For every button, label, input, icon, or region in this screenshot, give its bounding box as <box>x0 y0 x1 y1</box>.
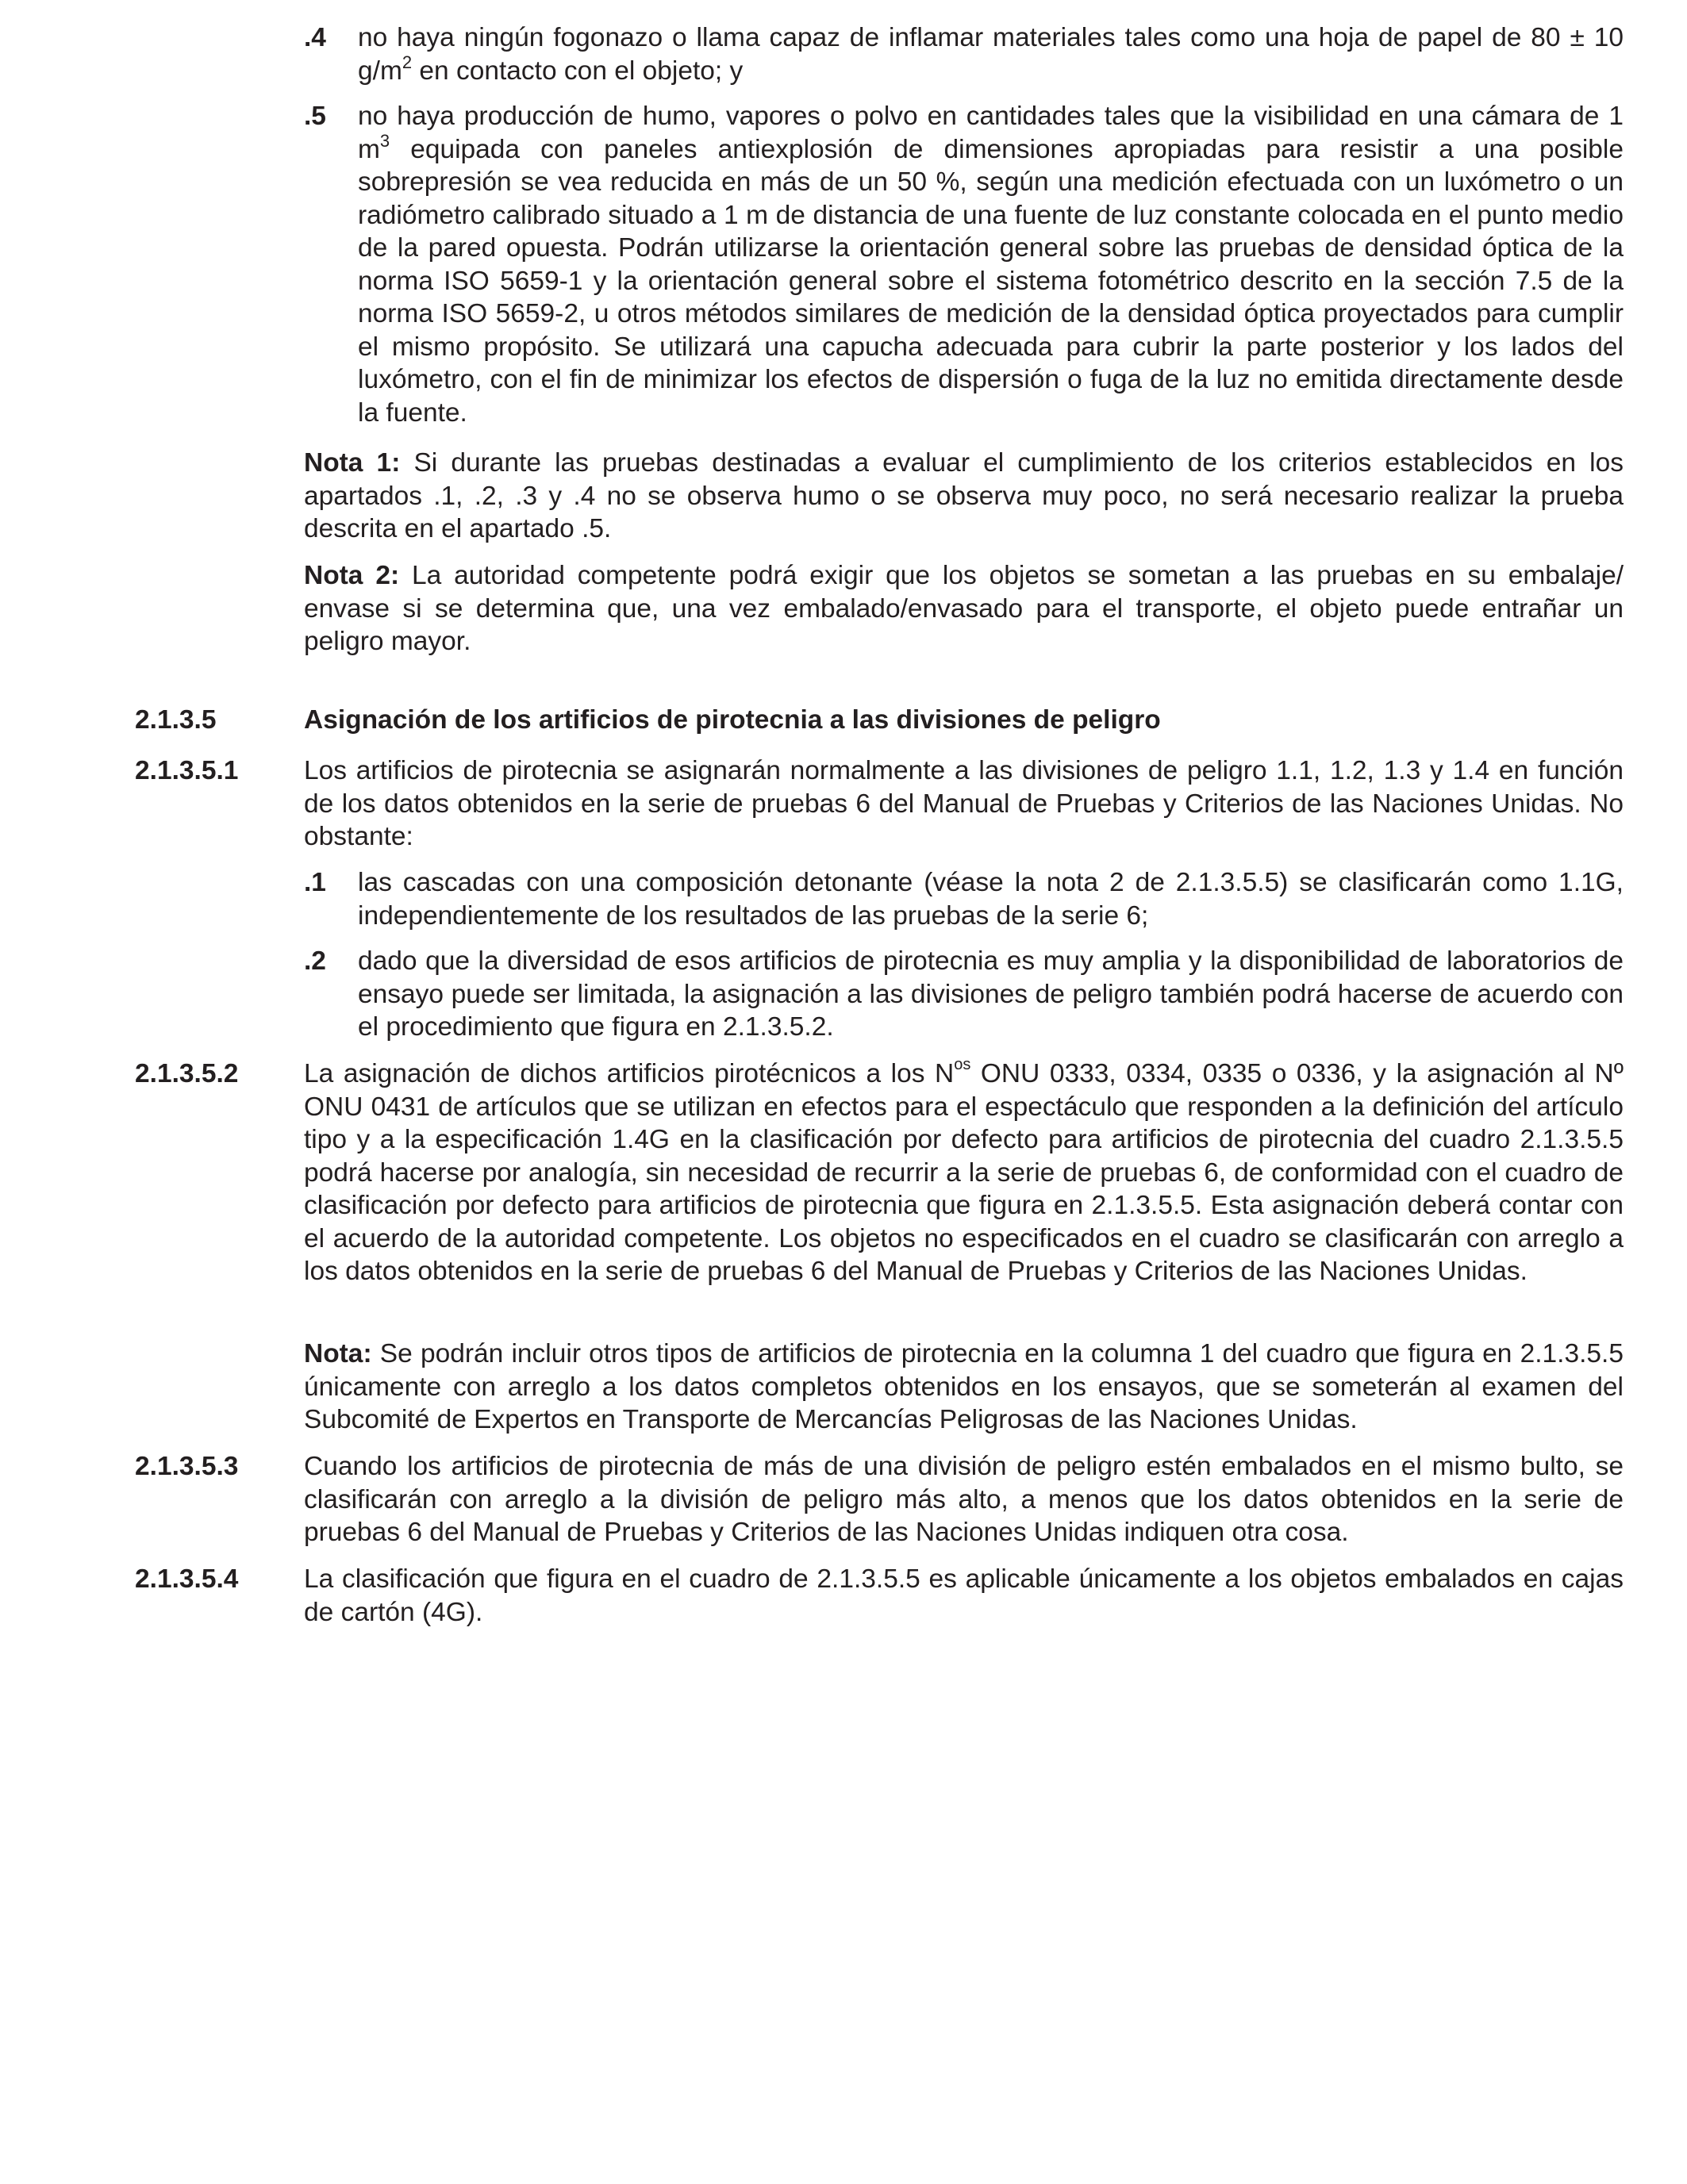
paragraph-text-4: La clasificación que figura en el cuadro de 2.1.3.5.5 es aplicable únicamente a los objetos embalados en cajas de cartón (4G). <box>304 1564 1624 1627</box>
note-1-text: Si durante las pruebas destinadas a evaluar el cumplimiento de los criterios establecidos en los apartados .1, .2, .3 y .4 no se observa humo o se observa muy poco, no será necesario realizar la prueba descrita en el apartado .5. <box>304 448 1624 543</box>
item-text-5 <box>358 100 1624 429</box>
paragraph-number-1: 2.1.3.5.1 <box>135 756 239 785</box>
paragraph-2-text-b: ONU 0333, 0334, 0335 o 0336, y la asignación al Nº ONU 0431 de artículos que se utilizan en efectos para el espectáculo que responden a la definición del artículo tipo y a la especificación 1.4G en la clasificación por defecto para artificios de pirotecnia del cuadro 2.1.3.5.5 podrá hacerse por analogía, sin necesidad de recurrir a la serie de pruebas 6, de conformidad con el cuadro de clasificación por defecto para artificios de pirotecnia que figura en 2.1.3.5.5. Esta asignación deberá contar con el acuerdo de la autoridad competente. Los objetos no especificados en el cuadro se clasificarán con arreglo a los datos obtenidos en la serie de pruebas 6 del Manual de Pruebas y Criterios de las Naciones Unidas. <box>304 1059 1624 1286</box>
note-1 <box>304 447 1624 546</box>
paragraph-2-text-a: La asignación de dichos artificios pirotécnicos a los N <box>304 1059 955 1088</box>
section-title: Asignación de los artificios de pirotecnia a las divisiones de peligro <box>304 705 1161 735</box>
item-4-text-a: no haya ningún fogonazo o llama capaz de inflamar materiales tales como una hoja de papel de 80 ± 10 g/m <box>358 23 1624 86</box>
paragraph-text-3: Cuando los artificios de pirotecnia de más de una división de peligro estén embalados en el mismo bulto, se clasificarán con arreglo a la división de peligro más alto, a menos que los datos obtenidos en la serie de pruebas 6 del Manual de Pruebas y Criterios de las Naciones Unidas indiquen otra cosa. <box>304 1452 1624 1547</box>
paragraph-2-note <box>304 1338 1624 1437</box>
item-5-superscript: 3 <box>379 130 390 151</box>
section-number: 2.1.3.5 <box>135 705 217 735</box>
note-2-label: Nota 2: <box>304 561 400 590</box>
paragraph-2-note-text: Se podrán incluir otros tipos de artificios de pirotecnia en la columna 1 del cuadro que figura en 2.1.3.5.5 únicamente con arreglo a los datos completos obtenidos en los ensayos, que se someterán al examen del Subcomité de Expertos en Transporte de Mercancías Peligrosas de las Naciones Unidas. <box>304 1339 1624 1434</box>
sub-item-number-2: .2 <box>304 946 326 976</box>
sub-item-text-1: las cascadas con una composición detonante (véase la nota 2 de 2.1.3.5.5) se clasificarán como 1.1G, independientemente de los resultados de las pruebas de la serie 6; <box>358 868 1624 931</box>
item-text-4 <box>358 21 1624 87</box>
sub-item-number-1: .1 <box>304 868 326 897</box>
note-1-label: Nota 1: <box>304 448 401 478</box>
paragraph-number-3: 2.1.3.5.3 <box>135 1452 239 1481</box>
paragraph-2-note-label: Nota: <box>304 1339 372 1368</box>
paragraph-number-2: 2.1.3.5.2 <box>135 1059 239 1088</box>
paragraph-text-2 <box>304 1057 1624 1288</box>
sub-item-text-2: dado que la diversidad de esos artificios de pirotecnia es muy amplia y la disponibilidad de laboratorios de ensayo puede ser limitada, la asignación a las divisiones de peligro también podrá hacerse de acuerdo con el procedimiento que figura en 2.1.3.5.2. <box>358 946 1624 1042</box>
paragraph-2-superscript: os <box>954 1056 971 1073</box>
note-2 <box>304 559 1624 658</box>
item-5-text-b: equipada con paneles antiexplosión de dimensiones apropiadas para resistir a una posible sobrepresión se vea reducida en más de un 50 %, según una medición efectuada con un luxómetro o un radiómetro calibrado situado a 1 m de distancia de una fuente de luz constante colocada en el punto medio de la pared opuesta. Podrán utilizarse la orientación general sobre las pruebas de densidad óptica de la norma ISO 5659-1 y la orientación general sobre el sistema fotométrico descrito en la sección 7.5 de la norma ISO 5659-2, u otros métodos similares de medición de la densidad óptica proyectados para cumplir el mismo propósito. Se utilizará una capucha adecuada para cubrir la parte posterior y los lados del luxómetro, con el fin de minimizar los efectos de dispersión o fuga de la luz no emitida directamente desde la fuente. <box>358 134 1624 428</box>
item-number-4: .4 <box>304 23 326 52</box>
item-4-text-b: en contacto con el objeto; y <box>412 56 744 86</box>
note-2-text: La autoridad competente podrá exigir que los objetos se sometan a las pruebas en su embalaje/ envase si se determina que, una vez embalado/envasado para el transporte, el objeto puede entrañar un peligro mayor. <box>304 561 1624 656</box>
paragraph-number-4: 2.1.3.5.4 <box>135 1564 239 1594</box>
item-5-text-a: no haya producción de humo, vapores o polvo en cantidades tales que la visibilidad en una cámara de 1 m <box>358 102 1624 164</box>
item-number-5: .5 <box>304 102 326 131</box>
item-4-superscript: 2 <box>402 52 413 72</box>
paragraph-text-1: Los artificios de pirotecnia se asignarán normalmente a las divisiones de peligro 1.1, 1.2, 1.3 y 1.4 en función de los datos obtenidos en la serie de pruebas 6 del Manual de Pruebas y Criterios de las Naciones Unidas. No obstante: <box>304 756 1624 851</box>
